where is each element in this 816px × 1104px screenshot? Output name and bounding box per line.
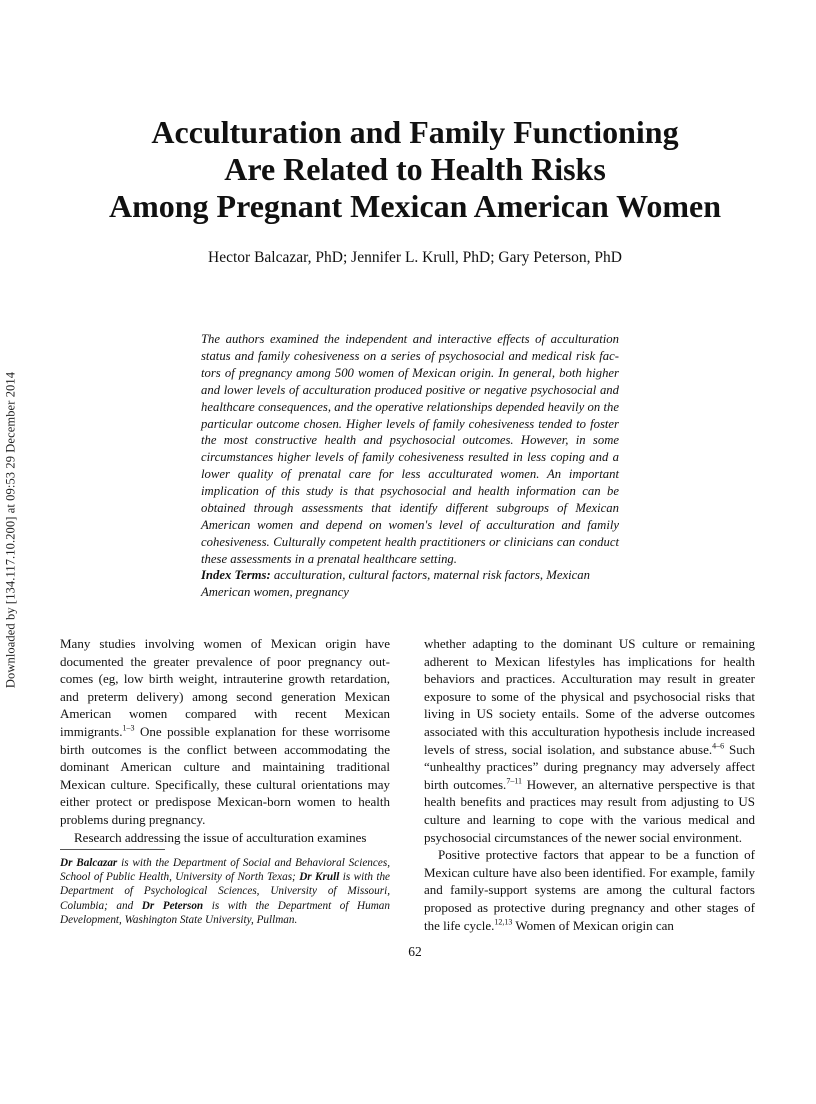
paragraph-text: However, an alternative perspective is that health benefits and practices may result from adjusting to US culture and learning to cope with the various medical and psychosocial circumstances of the newer social environment.	[424, 776, 755, 845]
paragraph-text: One possible explanation for these worrisome birth outcomes is the conflict between accommodating the dominant American culture and maintaining traditional Mexican culture. Specifically, these cultural orientations may either protect or predispose Mexican-born women to health problems during pregnancy.	[60, 723, 390, 827]
affiliation-text: is with the Department of Psychological Sciences, University of Missouri, Columbia; and	[60, 871, 390, 912]
affiliation-text: is with the Department of Human Development, Washington State University, Pullman.	[60, 899, 390, 926]
author-name: Dr Krull	[299, 871, 340, 884]
body-paragraph	[424, 846, 755, 934]
page-number: 62	[408, 944, 422, 959]
author-affiliations-footnote	[60, 856, 390, 927]
index-terms-label: Index Terms:	[201, 568, 271, 582]
paragraph-text: Such “unhealthy practices” during pregnancy may adversely affect birth outcomes.	[424, 741, 755, 792]
title-line: Acculturation and Family Functioning	[151, 114, 679, 150]
title-line: Among Pregnant Mexican American Women	[108, 188, 722, 224]
article-title	[60, 114, 770, 225]
affiliation-text: is with the Department of Social and Behavioral Sciences, School of Public Health, University of North Texas;	[60, 857, 390, 884]
body-column-left	[60, 635, 390, 846]
footnote-divider	[60, 849, 165, 850]
paragraph-text: Positive protective factors that appear to be a function of Mexican culture have also been identified. For example, family and family-support systems are among the cultural factors proposed as protective during pregnancy and other stages of the life cycle.	[424, 847, 755, 933]
download-watermark	[0, 330, 22, 730]
citation-ref: 4–6	[712, 741, 725, 751]
citation-ref: 1–3	[122, 723, 135, 733]
body-paragraph	[424, 635, 755, 846]
citation-ref: 7–11	[506, 776, 523, 786]
paragraph-text: Many studies involving women of Mexican origin have documented the greater prevalence of poor pregnancy outcomes (eg, low birth weight, intrauterine growth retardation, and preterm delivery) among second generation Mexican American women compared with recent Mexican immigrants.	[60, 636, 390, 739]
index-terms	[201, 567, 619, 601]
paragraph-text: Research addressing the issue of acculturation examines	[74, 829, 367, 845]
download-note: Downloaded by [134.117.10.200] at 09:53 29 December 2014	[3, 371, 18, 689]
title-line: Are Related to Health Risks	[224, 151, 606, 187]
author-name: Dr Balcazar	[60, 857, 118, 869]
body-paragraph	[60, 635, 390, 829]
paragraph-text: Women of Mexican origin can	[512, 917, 674, 933]
author-list: Hector Balcazar, PhD; Jennifer L. Krull, PhD; Gary Peterson, PhD	[208, 249, 622, 266]
paragraph-text: whether adapting to the dominant US culture or remaining adherent to Mexican lifestyles has implications for health behaviors and practices. Acculturation may result in greater exposure to some of the physical and psychosocial risks that living in US society entails. Some of the adverse outcomes associated with this acculturation hypothesis include increased levels of stress, social isolation, and substance abuse.	[424, 636, 755, 757]
author-name: Dr Peterson	[141, 899, 204, 912]
body-column-right	[424, 635, 755, 934]
abstract: The authors examined the independent and interactive effects of acculturation status and family cohesiveness on a series of psychosocial and medical risk factors of pregnancy among 500 women of Mexican origin. In general, both higher and lower levels of acculturation produced positive or negative psychosocial and healthcare consequences, and the operative relationships depended heavily on the particular outcome chosen. Higher levels of family cohesiveness tended to foster the most constructive health and psychosocial outcomes. However, in some circumstances higher levels of family cohesiveness resulted in less coping and a lower quality of prenatal care for less acculturated women. An important implication of this study is that psychosocial and health information can be obtained through assessments that identify different subgroups of Mexican American women and depend on women's level of acculturation and family cohesiveness. Culturally competent health practitioners or clinicians can conduct these assessments in a prenatal healthcare setting.	[201, 332, 619, 566]
citation-ref: 12,13	[494, 917, 513, 927]
body-paragraph	[60, 829, 390, 847]
index-terms-text: acculturation, cultural factors, maternal risk factors, Mexican American women, pregnancy	[201, 568, 590, 599]
